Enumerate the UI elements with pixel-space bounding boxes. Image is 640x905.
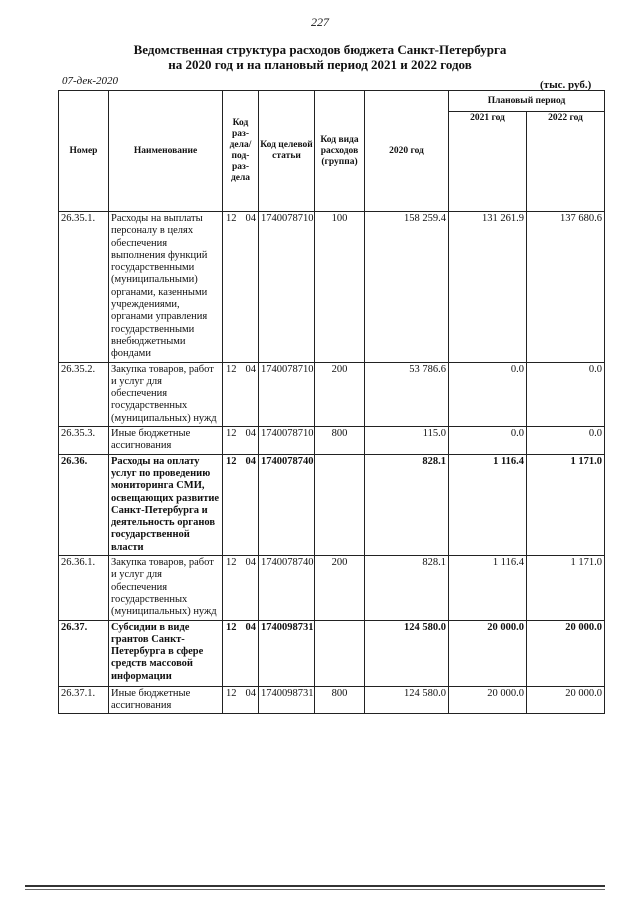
row-section: [223, 427, 259, 455]
row-section: [223, 620, 259, 686]
document-title: [0, 42, 640, 72]
table-row: [59, 212, 605, 363]
header-section: Код раз- дела/ под- раз- дела: [223, 91, 259, 212]
header-target: Код целевой статьи: [259, 91, 315, 212]
budget-table-wrapper: [58, 90, 604, 714]
row-expense-type: 200: [315, 362, 365, 426]
row-name: Иные бюджетные ассигнования: [109, 427, 223, 455]
row-section-code: 12: [226, 621, 237, 633]
row-2020: 828.1: [365, 454, 449, 555]
row-number: 26.36.: [59, 454, 109, 555]
row-2022: 0.0: [527, 362, 605, 426]
budget-table: [58, 90, 605, 714]
table-row: [59, 454, 605, 555]
row-number: 26.37.1.: [59, 686, 109, 714]
row-name: Закупка товаров, работ и услуг для обеспечения государственных (муниципальных) нужд: [109, 362, 223, 426]
header-2020: 2020 год: [365, 91, 449, 212]
row-number: 26.36.1.: [59, 556, 109, 620]
row-target: 1740098731: [259, 686, 315, 714]
row-number: 26.35.2.: [59, 362, 109, 426]
row-number: 26.37.: [59, 620, 109, 686]
row-target: 1740078710: [259, 362, 315, 426]
row-2022: 1 171.0: [527, 556, 605, 620]
row-subsection-code: 04: [245, 687, 256, 699]
row-2021: 0.0: [449, 362, 527, 426]
table-row: [59, 686, 605, 714]
row-2021: 0.0: [449, 427, 527, 455]
row-number: 26.35.3.: [59, 427, 109, 455]
row-section: [223, 454, 259, 555]
title-line-1: Ведомственная структура расходов бюджета Санкт-Петербурга: [133, 42, 507, 57]
row-subsection-code: 04: [245, 557, 256, 569]
table-row: [59, 427, 605, 455]
row-2020: 115.0: [365, 427, 449, 455]
row-section-code: 12: [226, 428, 237, 440]
header-2022: 2022 год: [527, 112, 605, 212]
row-name: Иные бюджетные ассигнования: [109, 686, 223, 714]
title-line-2: на 2020 год и на плановый период 2021 и 2022 годов: [168, 57, 472, 72]
row-section-code: 12: [226, 213, 237, 224]
row-2021: 1 116.4: [449, 454, 527, 555]
row-subsection-code: 04: [245, 428, 256, 440]
row-2022: 20 000.0: [527, 620, 605, 686]
document-date: 07-дек-2020: [62, 75, 119, 87]
table-row: [59, 362, 605, 426]
header-planned: Плановый период: [449, 91, 605, 112]
header-expense-type: Код вида расходов (группа): [315, 91, 365, 212]
row-subsection-code: 04: [245, 213, 256, 224]
bottom-rule-thin: [25, 889, 605, 890]
row-2021: 1 116.4: [449, 556, 527, 620]
header-2021: 2021 год: [449, 112, 527, 212]
row-2022: 20 000.0: [527, 686, 605, 714]
row-2021: 131 261.9: [449, 212, 527, 363]
row-name: Расходы на оплату услуг по проведению мониторинга СМИ, освещающих развитие Санкт-Петербурга и деятельность органов государственной власти: [109, 454, 223, 555]
row-name: Закупка товаров, работ и услуг для обеспечения государственных (муниципальных) нужд: [109, 556, 223, 620]
row-target: 1740078740: [259, 556, 315, 620]
row-section: [223, 556, 259, 620]
row-target: 1740078710: [259, 427, 315, 455]
row-section: [223, 686, 259, 714]
row-section: [223, 362, 259, 426]
row-expense-type: [315, 454, 365, 555]
row-subsection-code: 04: [245, 455, 256, 467]
bottom-rule: [25, 885, 605, 887]
row-2021: 20 000.0: [449, 620, 527, 686]
row-section-code: 12: [226, 557, 237, 569]
row-subsection-code: 04: [245, 621, 256, 633]
row-expense-type: 200: [315, 556, 365, 620]
header-name: Наименование: [109, 91, 223, 212]
row-name: Субсидии в виде грантов Санкт-Петербурга в сфере средств массовой информации: [109, 620, 223, 686]
row-2022: 0.0: [527, 427, 605, 455]
row-target: 1740078710: [259, 212, 315, 363]
row-2020: 124 580.0: [365, 620, 449, 686]
table-body: [59, 212, 605, 714]
row-expense-type: 800: [315, 427, 365, 455]
units-label: (тыс. руб.): [540, 79, 592, 91]
row-expense-type: [315, 620, 365, 686]
row-section-code: 12: [226, 455, 237, 467]
row-name: Расходы на выплаты персоналу в целях обеспечения выполнения функций государственными (муниципальными) органами, казенными учреждениями, органами управления государственными внебюджетными фондами: [109, 212, 223, 363]
row-target: 1740078740: [259, 454, 315, 555]
row-2020: 53 786.6: [365, 362, 449, 426]
page-number: 227: [311, 15, 329, 29]
row-section: [223, 212, 259, 363]
row-2020: 828.1: [365, 556, 449, 620]
row-subsection-code: 04: [245, 363, 256, 375]
row-expense-type: 100: [315, 212, 365, 363]
row-number: 26.35.1.: [59, 212, 109, 363]
row-2020: 124 580.0: [365, 686, 449, 714]
header-number: Номер: [59, 91, 109, 212]
table-row: [59, 620, 605, 686]
row-2020: 158 259.4: [365, 212, 449, 363]
row-2022: 137 680.6: [527, 212, 605, 363]
row-section-code: 12: [226, 363, 237, 375]
row-2022: 1 171.0: [527, 454, 605, 555]
row-expense-type: 800: [315, 686, 365, 714]
row-section-code: 12: [226, 687, 237, 699]
table-row: [59, 556, 605, 620]
row-target: 1740098731: [259, 620, 315, 686]
row-2021: 20 000.0: [449, 686, 527, 714]
